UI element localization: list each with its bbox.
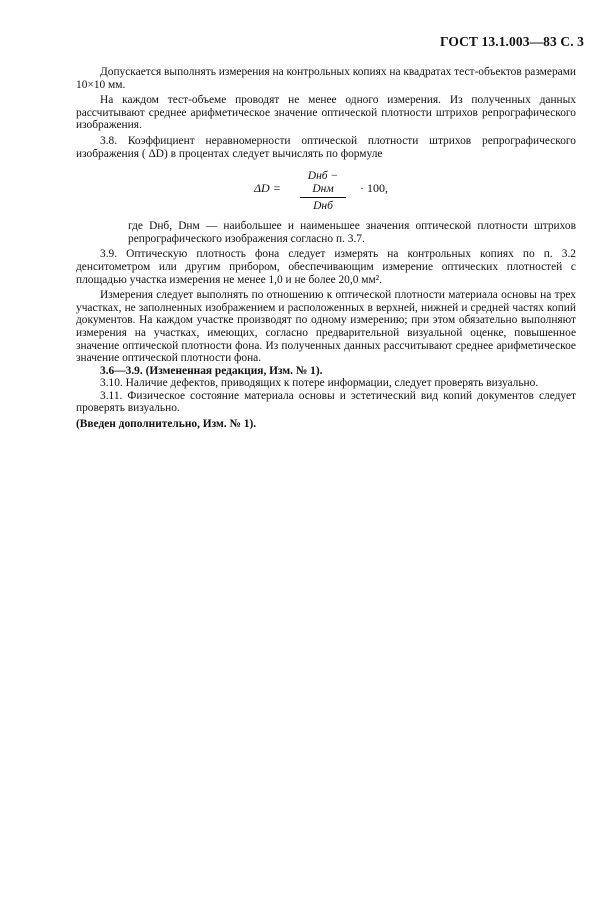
document-body: [76, 66, 576, 431]
formula-fraction: [298, 170, 348, 213]
paragraph-amendment-1: 3.6—3.9. (Измененная редакция, Изм. № 1).: [100, 364, 323, 377]
paragraph-3-11: 3.11. Физическое состояние материала основы и эстетический вид копий документов следует проверять визуально.: [76, 389, 576, 415]
paragraph-background-measure: Измерения следует выполнять по отношению к оптической плотности материала основы на трех участках, не заполненных изображением и расположенных в верхней, нижней и средней частях копий документов. На каждом участке производят по одному измерению; при этом обязательно выполняют измерения на участках, имеющих, согласно предварительной визуальной оценке, повышенное значение оптической плотности фона. Из полученных данных рассчитывают среднее арифметическое значение оптической плотности фона.: [76, 289, 576, 365]
paragraph-3-10: 3.10. Наличие дефектов, приводящих к потере информации, следует проверять визуально.: [100, 377, 539, 390]
formula-rhs: · 100,: [360, 181, 388, 196]
paragraph-3-9: 3.9. Оптическую плотность фона следует измерять на контрольных копиях по п. 3.2 денситометром или другим прибором, обеспечивающим измерение оптических плотностей с площадью участка измерения не менее 1,0 и не более 20,0 мм².: [76, 248, 576, 286]
formula-numerator: Dнб − Dнм: [307, 170, 339, 195]
paragraph-3-8: 3.8. Коэффициент неравномерности оптической плотности штрихов репрографического изображения ( ΔD) в процентах следует вычислять по формуле: [76, 134, 576, 160]
paragraph-measure-squares: Допускается выполнять измерения на контрольных копиях на квадратах тест-объектов размерами 10×10 мм.: [76, 66, 577, 91]
paragraph-amendment-2: (Введен дополнительно, Изм. № 1).: [76, 418, 257, 431]
page-header: ГОСТ 13.1.003—83 С. 3: [439, 34, 584, 49]
formula-delta-d: [76, 168, 576, 213]
formula-denominator: Dнб: [313, 200, 333, 213]
paragraph-where: где Dнб, Dнм — наибольшее и наименьшее значения оптической плотности штрихов репрографического изображения согласно п. 3.7.: [128, 220, 576, 245]
formula-lhs: ΔD =: [254, 181, 281, 196]
paragraph-test-object: На каждом тест-объеме проводят не менее одного измерения. Из полученных данных рассчитывают среднее арифметическое значение оптической плотности штрихов репрографического изображения.: [76, 94, 576, 132]
